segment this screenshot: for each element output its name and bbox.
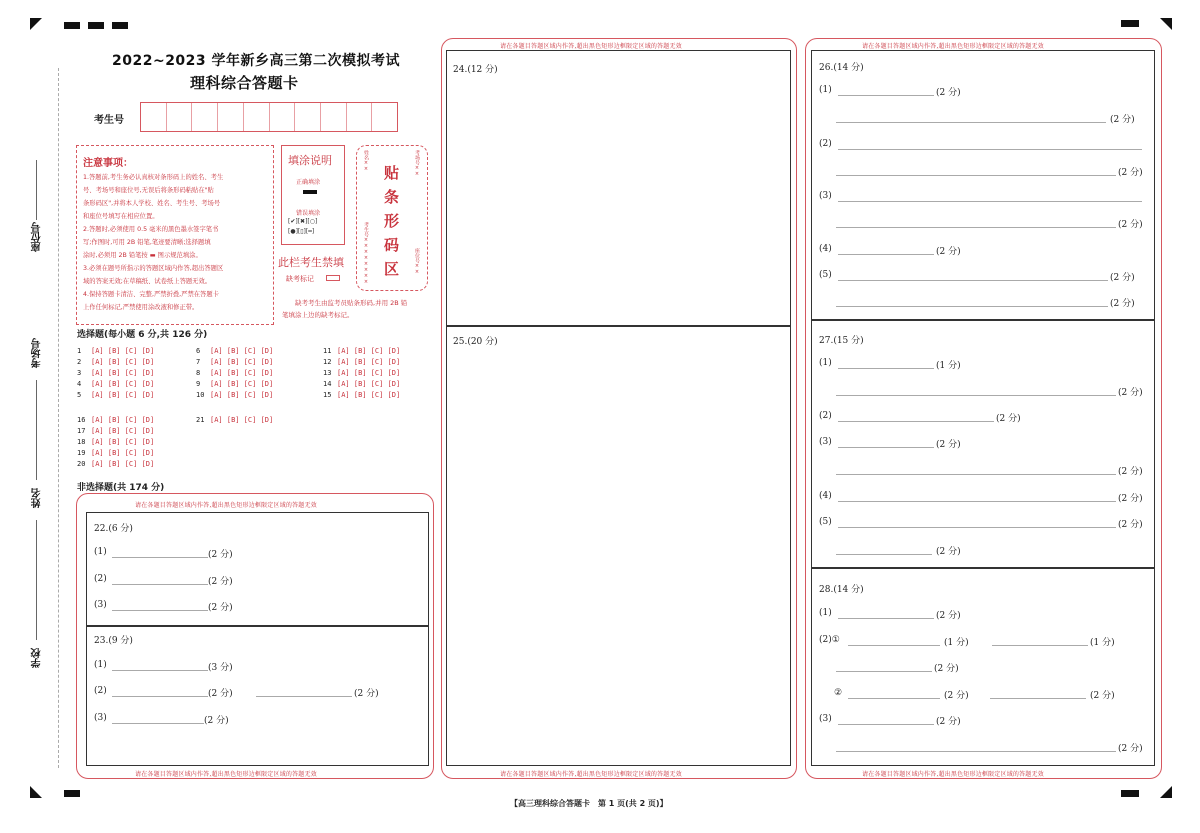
- q22-box[interactable]: [86, 512, 429, 626]
- q26-answer-line[interactable]: [836, 122, 1106, 123]
- q27-row-score: (2 分): [996, 414, 1021, 424]
- seat-line: [36, 160, 37, 220]
- q28-row-score: (2 分): [936, 717, 961, 727]
- mcq-number: 12: [323, 358, 332, 366]
- q22-row-label: (3): [94, 600, 107, 610]
- mcq-options[interactable]: [A] [B] [C] [D]: [337, 369, 401, 377]
- q27-row-score: (2 分): [936, 547, 961, 557]
- mcq-options[interactable]: [A] [B] [C] [D]: [337, 391, 401, 399]
- barcode-char: 区: [384, 260, 400, 278]
- q22-row-score: (2 分): [208, 603, 233, 613]
- school-label: 学校: [32, 648, 43, 668]
- nonmcq-title: 非选择题(共 174 分): [77, 483, 165, 493]
- q27-answer-line[interactable]: [838, 501, 1116, 502]
- mcq-row-10[interactable]: [196, 391, 273, 399]
- mcq-options[interactable]: [A] [B] [C] [D]: [91, 438, 155, 446]
- q25-title: 25.(20 分): [453, 337, 498, 347]
- mcq-options[interactable]: [A] [B] [C] [D]: [210, 391, 274, 399]
- mcq-options[interactable]: [A] [B] [C] [D]: [91, 460, 155, 468]
- correct-fill-label: 正确填涂: [296, 179, 321, 186]
- mcq-number: 16: [77, 416, 86, 424]
- mcq-number: 9: [196, 380, 201, 388]
- q22-row-label: (1): [94, 547, 107, 557]
- q26-answer-line[interactable]: [838, 149, 1142, 150]
- card-subtitle: 理科综合答题卡: [190, 74, 299, 92]
- timing-mark: [64, 790, 80, 797]
- mcq-options[interactable]: [A] [B] [C] [D]: [337, 380, 401, 388]
- q23-answer-line[interactable]: [112, 670, 208, 671]
- mcq-title: 选择题(每小题 6 分,共 126 分): [77, 330, 208, 340]
- q23-row-score: (2 分): [354, 689, 379, 699]
- corner-mark-bottom-left: [30, 786, 42, 798]
- mcq-options[interactable]: [A] [B] [C] [D]: [210, 358, 274, 366]
- timing-mark: [64, 22, 80, 29]
- absent-mark-label: 缺考标记: [286, 275, 314, 283]
- mcq-number: 2: [77, 358, 82, 366]
- notice-title: 注意事项：: [83, 158, 133, 169]
- mcq-number: 1: [77, 347, 82, 355]
- wrong-fill-row: [✔][✖][○]: [288, 218, 318, 225]
- notice-line: 涂时,必须用 2B 铅笔按 ▬ 图示规范填涂。: [83, 252, 202, 259]
- mcq-number: 19: [77, 449, 86, 457]
- fill-guide-title: 填涂说明: [288, 154, 332, 167]
- q26-row-label: (5): [819, 270, 832, 280]
- mcq-row-21[interactable]: [196, 416, 273, 424]
- q27-row-score: (2 分): [1118, 467, 1143, 477]
- q22-answer-line[interactable]: [112, 557, 208, 558]
- mcq-number: 13: [323, 369, 332, 377]
- barcode-right-bottom: 座位号××: [414, 248, 420, 275]
- q28-row-label: (1): [819, 608, 832, 618]
- q27-answer-line[interactable]: [838, 421, 994, 422]
- page-footer: 【高三理科综合答题卡 第 1 页(共 2 页)】: [510, 799, 668, 808]
- wrong-fill-row: [●][▯][═]: [288, 228, 315, 235]
- q28-answer-line[interactable]: [836, 671, 932, 672]
- mcq-row-7[interactable]: [196, 358, 273, 366]
- region-warning: 请在各题目答题区域内作答,超出黑色矩形边框限定区域的答题无效: [500, 43, 682, 50]
- mcq-row-13[interactable]: [323, 369, 400, 377]
- q24-box[interactable]: [446, 50, 791, 326]
- barcode-char: 形: [384, 212, 400, 230]
- exam-no-boxes[interactable]: [140, 102, 398, 132]
- q27-row-label: (4): [819, 491, 832, 501]
- notice-line: 和座位号填写在相应位置。: [83, 213, 159, 220]
- mcq-row-11[interactable]: [323, 347, 400, 355]
- name-label: 姓名: [32, 488, 43, 508]
- q23-row-score: (2 分): [204, 716, 229, 726]
- barcode-char: 码: [384, 236, 400, 254]
- region-warning: 请在各题目答题区域内作答,超出黑色矩形边框限定区域的答题无效: [500, 771, 682, 778]
- q28-row-score: (2 分): [936, 611, 961, 621]
- mcq-options[interactable]: [A] [B] [C] [D]: [210, 369, 274, 377]
- staff-only-title: 此栏考生禁填: [278, 256, 344, 269]
- q28-title: 28.(14 分): [819, 585, 864, 595]
- notice-line: 3.必须在题号所指示的答题区域内作答,超出答题区: [83, 265, 224, 272]
- room-label: 考场号: [32, 338, 43, 368]
- barcode-right-top: 考场号××: [414, 150, 420, 177]
- q27-row-score: (2 分): [1118, 494, 1143, 504]
- q28-answer-line[interactable]: [848, 645, 940, 646]
- q27-row-label: (3): [819, 437, 832, 447]
- mcq-row-4[interactable]: [77, 380, 154, 388]
- q28-row-score: (2 分): [934, 664, 959, 674]
- q27-row-label: (1): [819, 358, 832, 368]
- mcq-row-3[interactable]: [77, 369, 154, 377]
- q26-row-label: (4): [819, 244, 832, 254]
- barcode-char: 贴: [384, 164, 400, 182]
- mcq-row-9[interactable]: [196, 380, 273, 388]
- q27-title: 27.(15 分): [819, 336, 864, 346]
- notice-line: 条形码区",并将本人学校、姓名、考生号、考场号: [83, 200, 221, 207]
- q27-row-label: (5): [819, 517, 832, 527]
- q28-answer-line[interactable]: [838, 618, 934, 619]
- q23-row-score: (2 分): [208, 689, 233, 699]
- barcode-left-bottom: 考生号××××××××: [363, 222, 369, 285]
- mcq-row-8[interactable]: [196, 369, 273, 377]
- q26-row-score: (2 分): [936, 88, 961, 98]
- mcq-number: 7: [196, 358, 201, 366]
- q23-answer-line[interactable]: [112, 696, 208, 697]
- q23-title: 23.(9 分): [94, 636, 133, 646]
- q27-row-score: (1 分): [936, 361, 961, 371]
- corner-mark-top-left: [30, 18, 42, 30]
- q26-row-score: (2 分): [1118, 220, 1143, 230]
- mcq-options[interactable]: [A] [B] [C] [D]: [337, 358, 401, 366]
- q26-answer-line[interactable]: [838, 95, 934, 96]
- mcq-number: 17: [77, 427, 86, 435]
- mcq-options[interactable]: [A] [B] [C] [D]: [91, 427, 155, 435]
- q28-row-label: (3): [819, 714, 832, 724]
- q28-row-score: (1 分): [1090, 638, 1115, 648]
- card-title: 2022~2023 学年新乡高三第二次模拟考试: [112, 53, 401, 69]
- q26-row-label: (1): [819, 85, 832, 95]
- q28-row-score: (2 分): [1118, 744, 1143, 754]
- q27-answer-line[interactable]: [836, 395, 1116, 396]
- mcq-number: 14: [323, 380, 332, 388]
- name-line: [36, 520, 37, 640]
- q22-row-score: (2 分): [208, 577, 233, 587]
- notice-line: 1.答题前,考生务必认真核对条形码上的姓名、考生: [83, 174, 224, 181]
- q28-row-score: (1 分): [944, 638, 969, 648]
- q26-row-score: (2 分): [1110, 115, 1135, 125]
- q27-row-label: (2): [819, 411, 832, 421]
- mcq-options[interactable]: [A] [B] [C] [D]: [91, 391, 155, 399]
- mcq-number: 6: [196, 347, 201, 355]
- q26-row-label: (3): [819, 191, 832, 201]
- q27-row-score: (2 分): [936, 440, 961, 450]
- mcq-row-5[interactable]: [77, 391, 154, 399]
- q28-answer-line[interactable]: [848, 698, 940, 699]
- absent-mark-box[interactable]: [326, 275, 340, 281]
- q26-row-score: (2 分): [1110, 273, 1135, 283]
- q26-answer-line[interactable]: [836, 227, 1116, 228]
- mcq-row-2[interactable]: [77, 358, 154, 366]
- q22-row-score: (2 分): [208, 550, 233, 560]
- q23-row-score: (3 分): [208, 663, 233, 673]
- q28-row-label: ②: [834, 688, 843, 698]
- q28-box[interactable]: [811, 568, 1155, 766]
- mcq-row-18[interactable]: [77, 438, 154, 446]
- q26-row-score: (2 分): [936, 247, 961, 257]
- binding-line: [58, 68, 59, 768]
- timing-mark: [112, 22, 128, 29]
- notice-line: 上作任何标记,严禁使用涂改液和修正带。: [83, 304, 199, 311]
- region-warning: 请在各题目答题区域内作答,超出黑色矩形边框限定区域的答题无效: [862, 771, 1044, 778]
- q26-row-score: (2 分): [1110, 299, 1135, 309]
- mcq-number: 8: [196, 369, 201, 377]
- region-warning: 请在各题目答题区域内作答,超出黑色矩形边框限定区域的答题无效: [135, 771, 317, 778]
- mcq-number: 3: [77, 369, 82, 377]
- q27-answer-line[interactable]: [838, 368, 934, 369]
- mcq-options[interactable]: [A] [B] [C] [D]: [210, 347, 274, 355]
- exam-no-label: 考生号: [94, 115, 124, 126]
- q23-row-label: (2): [94, 686, 107, 696]
- q28-answer-line[interactable]: [990, 698, 1086, 699]
- room-line: [36, 380, 37, 480]
- notice-box: [76, 145, 274, 325]
- q22-answer-line[interactable]: [112, 584, 208, 585]
- q28-row-label: (2)①: [819, 635, 840, 645]
- corner-mark-bottom-right: [1160, 786, 1172, 798]
- q26-answer-line[interactable]: [838, 201, 1142, 202]
- mcq-number: 21: [196, 416, 205, 424]
- q23-row-label: (1): [94, 660, 107, 670]
- notice-line: 写;作图时,可用 2B 铅笔,笔迹要清晰;选择题填: [83, 239, 211, 246]
- mcq-number: 5: [77, 391, 82, 399]
- mcq-options[interactable]: [A] [B] [C] [D]: [91, 347, 155, 355]
- q27-row-score: (2 分): [1118, 520, 1143, 530]
- region-warning: 请在各题目答题区域内作答,超出黑色矩形边框限定区域的答题无效: [135, 502, 317, 509]
- wrong-fill-label: 错误填涂: [296, 210, 321, 217]
- q27-answer-line[interactable]: [838, 447, 934, 448]
- q28-answer-line[interactable]: [836, 751, 1116, 752]
- barcode-char: 条: [384, 188, 400, 206]
- mcq-number: 10: [196, 391, 205, 399]
- mcq-row-16[interactable]: [77, 416, 154, 424]
- q26-row-score: (2 分): [1118, 168, 1143, 178]
- notice-line: 域的答案无效;在草稿纸、试卷纸上答题无效。: [83, 278, 212, 285]
- q22-row-label: (2): [94, 574, 107, 584]
- q26-title: 26.(14 分): [819, 63, 864, 73]
- notice-line: 4.保持答题卡清洁、完整,严禁折叠,严禁在答题卡: [83, 291, 219, 298]
- mcq-options[interactable]: [A] [B] [C] [D]: [91, 369, 155, 377]
- mcq-number: 11: [323, 347, 332, 355]
- q22-answer-line[interactable]: [112, 610, 208, 611]
- q28-answer-line[interactable]: [992, 645, 1088, 646]
- q28-row-score: (2 分): [1090, 691, 1115, 701]
- mcq-row-6[interactable]: [196, 347, 273, 355]
- seat-label: 座位号: [32, 222, 43, 252]
- mcq-row-20[interactable]: [77, 460, 154, 468]
- mcq-row-15[interactable]: [323, 391, 400, 399]
- timing-mark: [88, 22, 104, 29]
- mcq-options[interactable]: [A] [B] [C] [D]: [210, 416, 274, 424]
- mcq-row-19[interactable]: [77, 449, 154, 457]
- timing-mark: [1121, 20, 1139, 27]
- mcq-number: 4: [77, 380, 82, 388]
- q26-answer-line[interactable]: [838, 280, 1108, 281]
- q27-answer-line[interactable]: [836, 474, 1116, 475]
- mcq-options[interactable]: [A] [B] [C] [D]: [91, 416, 155, 424]
- mcq-options[interactable]: [A] [B] [C] [D]: [91, 449, 155, 457]
- q25-box[interactable]: [446, 326, 791, 766]
- absent-note-line: 缺考考生由监考员贴条形码,并用 2B 铅: [295, 299, 408, 307]
- q28-row-score: (2 分): [944, 691, 969, 701]
- mcq-options[interactable]: [A] [B] [C] [D]: [91, 358, 155, 366]
- notice-line: 2.答题时,必须使用 0.5 毫米的黑色墨水签字笔书: [83, 226, 219, 233]
- q26-answer-line[interactable]: [836, 175, 1116, 176]
- mcq-row-14[interactable]: [323, 380, 400, 388]
- q27-answer-line[interactable]: [838, 527, 1116, 528]
- correct-fill-sample: [303, 190, 317, 194]
- q26-answer-line[interactable]: [838, 254, 934, 255]
- q26-answer-line[interactable]: [836, 306, 1108, 307]
- mcq-row-1[interactable]: [77, 347, 154, 355]
- q22-title: 22.(6 分): [94, 524, 133, 534]
- barcode-left-top: 姓名××: [363, 150, 369, 172]
- region-warning: 请在各题目答题区域内作答,超出黑色矩形边框限定区域的答题无效: [862, 43, 1044, 50]
- q27-answer-line[interactable]: [836, 554, 932, 555]
- mcq-number: 15: [323, 391, 332, 399]
- mcq-number: 18: [77, 438, 86, 446]
- q23-answer-line[interactable]: [112, 723, 204, 724]
- corner-mark-top-right: [1160, 18, 1172, 30]
- q23-row-label: (3): [94, 713, 107, 723]
- mcq-row-12[interactable]: [323, 358, 400, 366]
- q24-title: 24.(12 分): [453, 65, 498, 75]
- mcq-options[interactable]: [A] [B] [C] [D]: [91, 380, 155, 388]
- mcq-row-17[interactable]: [77, 427, 154, 435]
- q23-answer-line[interactable]: [256, 696, 352, 697]
- q27-box[interactable]: [811, 320, 1155, 568]
- mcq-options[interactable]: [A] [B] [C] [D]: [337, 347, 401, 355]
- mcq-options[interactable]: [A] [B] [C] [D]: [210, 380, 274, 388]
- q26-row-label: (2): [819, 139, 832, 149]
- notice-line: 号、考场号和座位号,无误后将条形码粘贴在"贴: [83, 187, 214, 194]
- absent-note-line: 笔填涂上边的缺考标记。: [282, 311, 354, 319]
- timing-mark: [1121, 790, 1139, 797]
- q28-answer-line[interactable]: [838, 724, 934, 725]
- mcq-number: 20: [77, 460, 86, 468]
- q27-row-score: (2 分): [1118, 388, 1143, 398]
